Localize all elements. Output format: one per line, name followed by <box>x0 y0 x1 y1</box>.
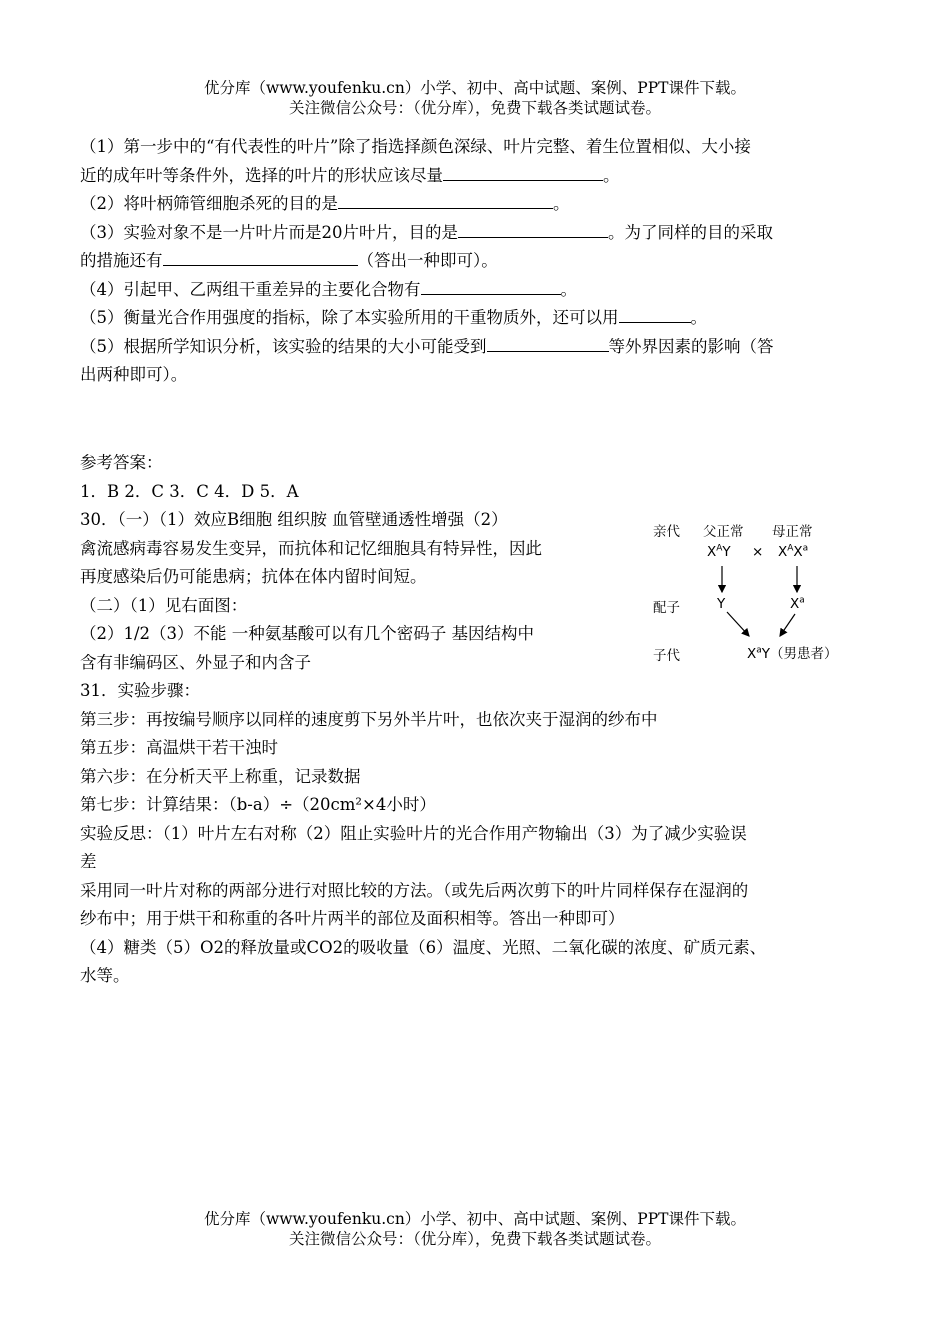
answer-blank[interactable] <box>458 219 608 238</box>
answer-title: 参考答案： <box>80 453 163 472</box>
gamete-row-label: 配子 <box>653 600 680 616</box>
answer-31-step-3: 第三步：再按编号顺序以同样的速度剪下另外半片叶，也依次夹于湿润的纱布中 <box>80 709 658 729</box>
answer-blank[interactable] <box>163 247 358 266</box>
question-6-line-2: 出两种即可）。 <box>80 365 188 384</box>
father-label: 父正常 <box>703 524 744 540</box>
answer-multiple-choice: 1．B 2．C 3．C 4．D 5．A <box>80 481 299 501</box>
question-block <box>80 133 875 390</box>
question-1-line-1: （1）第一步中的“有代表性的叶片”除了指选择颜色深绿、叶片完整、着生位置相似、大小接 <box>80 137 751 156</box>
question-5: （5）衡量光合作用强度的指标，除了本实验所用的干重物质外，还可以用 。 <box>80 304 875 333</box>
answer-30-line-2: 禽流感病毒容易发生变异，而抗体和记忆细胞具有特异性，因此 <box>80 538 542 558</box>
question-4: （4）引起甲、乙两组干重差异的主要化合物有 。 <box>80 276 875 305</box>
answer-31-step-6: 第六步：在分析天平上称重，记录数据 <box>80 766 361 786</box>
footer-line-1: 优分库（www.youfenku.cn）小学、初中、高中试题、案例、PPT课件下载。 <box>203 1210 747 1228</box>
reflection-line-1: 实验反思：（1）叶片左右对称（2）阻止实验叶片的光合作用产物输出（3）为了减少实验误 <box>80 823 747 843</box>
reflection-line-4: 纱布中；用于烘干和称重的各叶片两半的部位及面积相等。答出一种即可） <box>80 909 625 928</box>
page-footer <box>0 1209 950 1249</box>
reflection-line-2: 差 <box>80 852 97 871</box>
header-line-2: 关注微信公众号：（优分库），免费下载各类试题试卷。 <box>288 99 661 117</box>
answer-30-line-6: 含有非编码区、外显子和内含子 <box>80 652 311 672</box>
question-1-line-2: 近的成年叶等条件外，选择的叶片的形状应该尽量 。 <box>80 162 875 191</box>
question-6-line-1: （5）根据所学知识分析，该实验的结果的大小可能受到 等外界因素的影响（答 <box>80 333 875 362</box>
question-3-line-1: （3）实验对象不是一片叶片而是20片叶片，目的是 。为了同样的目的采取 <box>80 219 875 248</box>
header-line-1: 优分库（www.youfenku.cn）小学、初中、高中试题、案例、PPT课件下载。 <box>203 79 747 97</box>
answer-blank[interactable] <box>487 333 609 352</box>
offspring-genotype: $X^aY$（男患者） <box>747 645 838 662</box>
footer-line-2: 关注微信公众号：（优分库），免费下载各类试题试卷。 <box>288 1230 661 1248</box>
mother-label: 母正常 <box>772 524 813 540</box>
father-genotype: $X^AY$ <box>707 543 731 560</box>
reflection-line-6: 水等。 <box>80 966 130 985</box>
arrow-y-offspring <box>727 612 749 636</box>
gamete-father: Y <box>717 596 726 612</box>
answer-30-line-5: （2）1/2（3）不能 一种氨基酸可以有几个密码子 基因结构中 <box>80 624 535 643</box>
gamete-mother: $X^a$ <box>790 595 805 612</box>
answer-30-line-4: （二）（1）见右面图： <box>80 595 248 615</box>
question-3-line-2: 的措施还有 （答出一种即可）。 <box>80 247 875 276</box>
answer-31-step-7: 第七步：计算结果：（b-a）÷（20cm²×4小时） <box>80 795 436 814</box>
answer-31-step-5: 第五步：高温烘干若干浊时 <box>80 738 278 757</box>
answer-30-line-1: 30．（一）（1）效应B细胞 组织胺 血管壁通透性增强（2） <box>80 510 508 529</box>
offspring-row-label: 子代 <box>653 648 680 664</box>
parent-row-label: 亲代 <box>653 524 680 540</box>
page-header <box>0 78 950 118</box>
cross-symbol: × <box>752 544 764 560</box>
answer-blank[interactable] <box>421 276 561 295</box>
reflection-line-5: （4）糖类（5）O2的释放量或CO2的吸收量（6）温度、光照、二氧化碳的浓度、矿质元素、 <box>80 937 767 957</box>
answer-blank[interactable] <box>443 162 603 181</box>
reflection-line-3: 采用同一叶片对称的两部分进行对照比较的方法。（或先后两次剪下的叶片同样保存在湿润的 <box>80 880 749 900</box>
question-2: （2）将叶柄筛管细胞杀死的目的是 。 <box>80 190 875 219</box>
answer-31-title: 31．实验步骤： <box>80 681 200 700</box>
genetics-cross-diagram <box>645 512 877 667</box>
arrow-x-offspring <box>780 614 795 636</box>
mother-genotype: $X^AX^a$ <box>778 543 809 560</box>
answer-blank[interactable] <box>619 304 691 323</box>
answer-30-line-3: 再度感染后仍可能患病；抗体在体内留时间短。 <box>80 567 427 586</box>
answer-blank[interactable] <box>338 190 553 209</box>
